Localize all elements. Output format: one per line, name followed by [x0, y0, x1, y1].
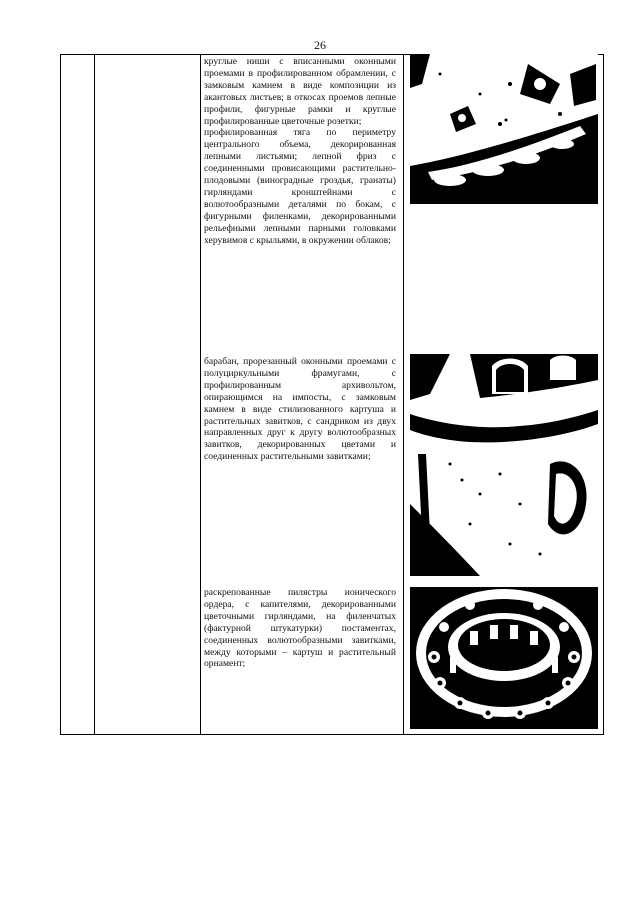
- photo-dome-pilasters: [410, 587, 598, 729]
- row-2-paragraph-1: барабан, прорезанный оконными проемами с полуциркульными фрамугами, с профилированным архивольтом, опирающимся на импосты, с замковым камнем в виде стилизованного картуша и растительных завитков, с сандриком из двух направленных друг к другу волютообразных завитков, декорированных цветами и соединенных растительными завитками;: [204, 356, 396, 463]
- row-3-paragraph-1: раскрепованные пилястры ионического ордера, с капителями, декорированными цветочными гирляндами, на филенчатых (фактурной штукатурки) постаментах, соединенных волютообразными завитками, между которыми – картуш и растительный орнамент;: [204, 587, 396, 670]
- row-1-paragraph-1: круглые ниши с вписанными оконными проемами в профилированном обрамлении, с замковым камнем в виде композиции из акантовых листьев; в откосах проемов лепные профили, фигурные рамки и круглые профилированные цветочные розетки;: [204, 56, 396, 127]
- monument-elements-table: [60, 54, 604, 735]
- table-bottom-border: [60, 734, 604, 735]
- row-3-description: [204, 587, 396, 670]
- row-2-description: [204, 356, 396, 463]
- row-1-paragraph-2: профилированная тяга по периметру центрального объема, декорированная лепными листьями; лепной фриз с соединенными провисающими растительно-плодовыми (виноградные гроздья, гранаты) гирляндами кронштейнами с волютообразными деталями по бокам, с фигурными филенками, декорированными рельефными лепными парными головками херувимов с крыльями, в окружении облаков;: [204, 127, 396, 246]
- page-number: 26: [314, 38, 326, 52]
- column-divider-2: [200, 54, 201, 735]
- column-divider-3: [403, 54, 404, 735]
- table-border-right: [603, 54, 604, 735]
- photo-round-niches: [410, 54, 598, 204]
- row-1-description: [204, 56, 396, 247]
- column-divider-1: [94, 54, 95, 735]
- photo-drum-windows: [410, 354, 598, 576]
- table-border-left: [60, 54, 61, 735]
